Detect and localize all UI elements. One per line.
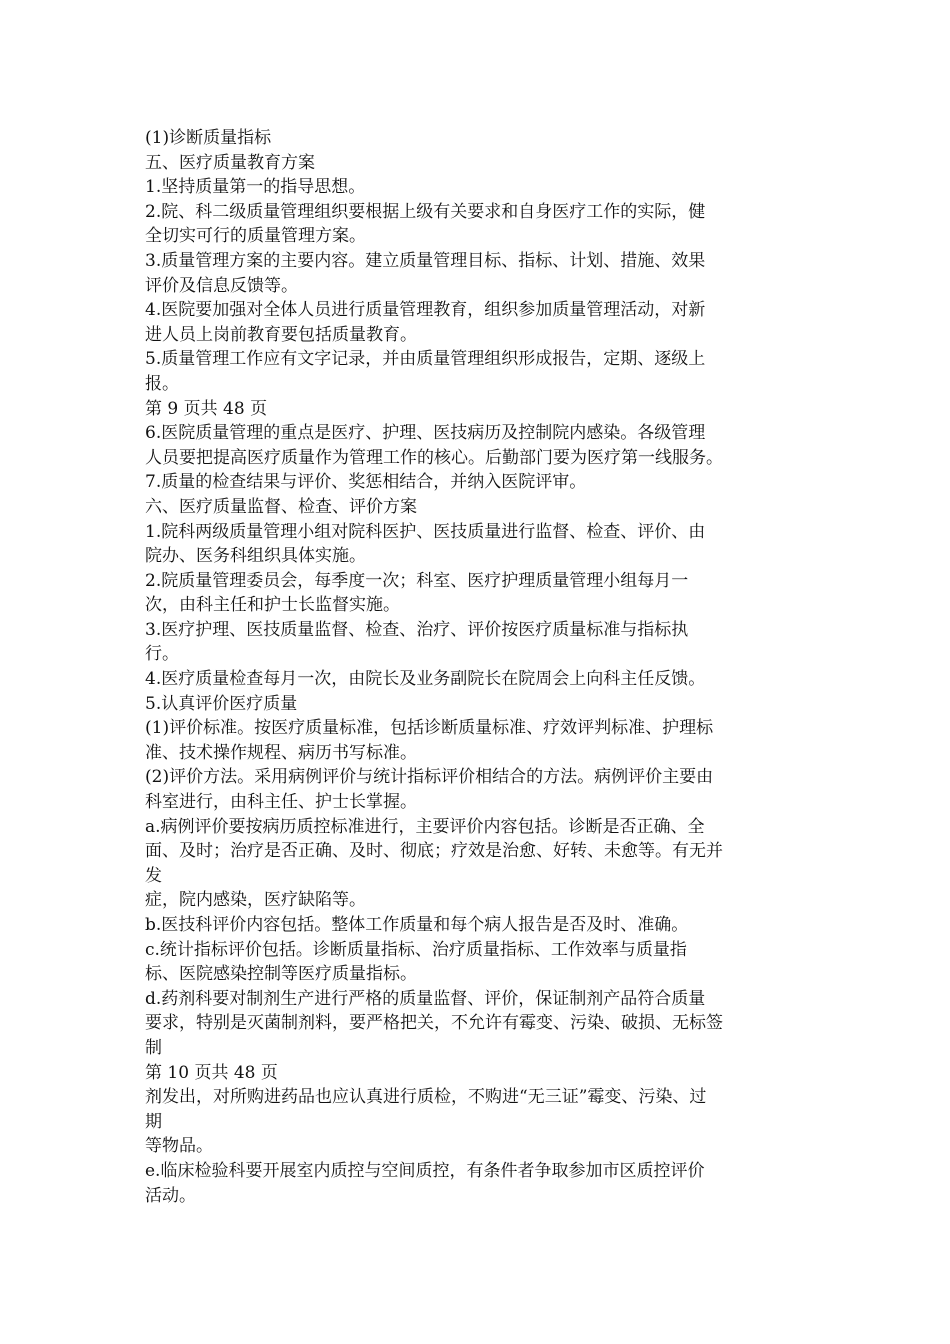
text-line: 全切实可行的质量管理方案。 (145, 226, 366, 247)
page-number: 第 9 页共 48 页 (145, 398, 268, 419)
text-line: 制 (145, 1037, 162, 1058)
text-line: 4.医疗质量检查每月一次，由院长及业务副院长在院周会上向科主任反馈。 (145, 669, 706, 690)
text-line: 准、技术操作规程、病历书写标准。 (145, 742, 417, 763)
text-line: 3.医疗护理、医技质量监督、检查、治疗、评价按医疗质量标准与指标执 (145, 619, 689, 640)
text-line: 院办、医务科组织具体实施。 (145, 546, 366, 567)
text-line: 剂发出，对所购进药品也应认真进行质检，不购进“无三证”霉变、污染、过 (145, 1087, 707, 1108)
text-line: 等物品。 (145, 1136, 213, 1157)
text-line: 标、医院感染控制等医疗质量指标。 (145, 964, 417, 985)
text-line: 发 (145, 865, 162, 886)
text-line: 报。 (145, 373, 179, 394)
text-line: 5.质量管理工作应有文字记录，并由质量管理组织形成报告，定期、逐级上 (145, 349, 706, 370)
text-line: 症，院内感染，医疗缺陷等。 (145, 890, 366, 911)
text-line: 次，由科主任和护士长监督实施。 (145, 595, 400, 616)
text-line: 6.医院质量管理的重点是医疗、护理、医技病历及控制院内感染。各级管理 (145, 423, 706, 444)
page-number: 第 10 页共 48 页 (145, 1062, 278, 1083)
text-line: d.药剂科要对制剂生产进行严格的质量监督、评价，保证制剂产品符合质量 (145, 988, 706, 1009)
text-line: 要求，特别是灭菌制剂料，要严格把关，不允许有霉变、污染、破损、无标签 (145, 1013, 723, 1034)
document-body (145, 126, 815, 1208)
text-line: c.统计指标评价包括。诊断质量指标、治疗质量指标、工作效率与质量指 (145, 939, 687, 960)
text-line: b.医技科评价内容包括。整体工作质量和每个病人报告是否及时、准确。 (145, 915, 689, 935)
text-line: 科室进行，由科主任、护士长掌握。 (145, 792, 417, 813)
section-heading: 六、医疗质量监督、检查、评价方案 (145, 496, 417, 517)
text-line: 2.院质量管理委员会，每季度一次；科室、医疗护理质量管理小组每月一 (145, 570, 689, 591)
text-line: a.病例评价要按病历质控标准进行，主要评价内容包括。诊断是否正确、全 (145, 816, 705, 837)
text-line: 人员要把提高医疗质量作为管理工作的核心。后勤部门要为医疗第一线服务。 (145, 447, 723, 468)
section-heading: 五、医疗质量教育方案 (145, 152, 315, 173)
text-line: 1.院科两级质量管理小组对院科医护、医技质量进行监督、检查、评价、由 (145, 521, 706, 542)
text-line: 4.医院要加强对全体人员进行质量管理教育，组织参加质量管理活动，对新 (145, 300, 706, 321)
text-line: (1)评价标准。按医疗质量标准，包括诊断质量标准、疗效评判标准、护理标 (145, 718, 714, 739)
text-line: 行。 (145, 644, 179, 665)
text-line: 面、及时；治疗是否正确、及时、彻底；疗效是治愈、好转、未愈等。有无并 (145, 841, 723, 862)
text-line: 3.质量管理方案的主要内容。建立质量管理目标、指标、计划、措施、效果 (145, 250, 706, 271)
text-line: 进人员上岗前教育要包括质量教育。 (145, 324, 417, 345)
text-line: 1.坚持质量第一的指导思想。 (145, 177, 366, 198)
text-line: 评价及信息反馈等。 (145, 275, 298, 296)
text-line: (1)诊断质量指标 (145, 128, 272, 148)
text-line: 7.质量的检查结果与评价、奖惩相结合，并纳入医院评审。 (145, 472, 587, 493)
text-line: 活动。 (145, 1185, 196, 1206)
text-line: 期 (145, 1111, 162, 1132)
text-line: 5.认真评价医疗质量 (145, 693, 298, 714)
text-line: e.临床检验科要开展室内质控与空间质控，有条件者争取参加市区质控评价 (145, 1160, 705, 1181)
text-line: (2)评价方法。采用病例评价与统计指标评价相结合的方法。病例评价主要由 (145, 767, 714, 788)
text-line: 2.院、科二级质量管理组织要根据上级有关要求和自身医疗工作的实际，健 (145, 201, 706, 222)
